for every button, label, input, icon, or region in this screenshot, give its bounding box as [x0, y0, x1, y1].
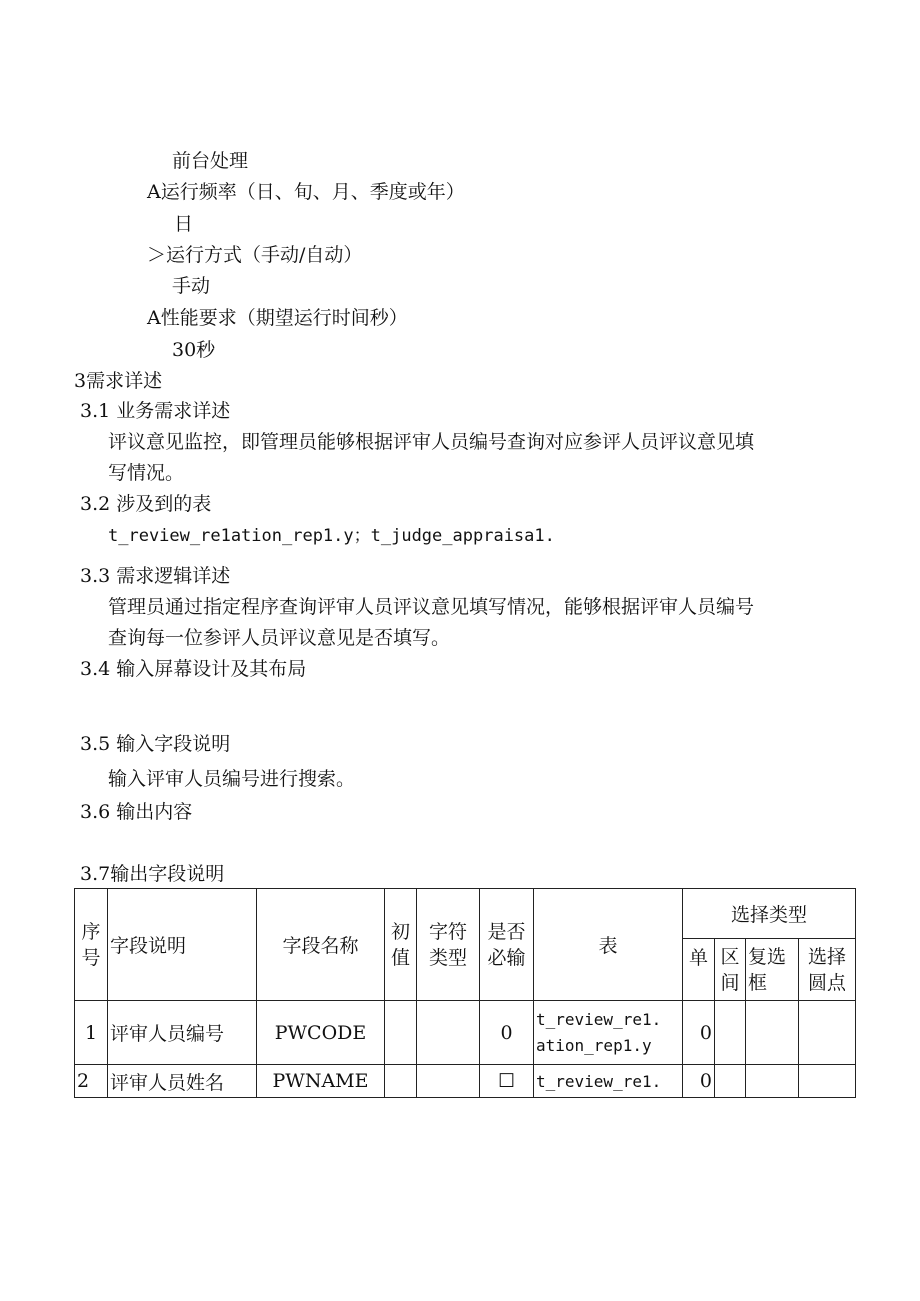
row-table: t_review_re1. ation_rep1.y: [534, 1001, 683, 1065]
section-3-title: 3需求详述: [74, 370, 163, 392]
row-radio: [799, 1001, 856, 1065]
mode-label: ＞运行方式（手动/自动）: [147, 244, 363, 266]
header-table: 表: [534, 889, 683, 1001]
row-char-type: [417, 1001, 480, 1065]
row-char-type: [417, 1065, 480, 1098]
section-3-1-title: 3.1 业务需求详述: [80, 400, 231, 422]
header-char-type: 字符 类型: [417, 889, 480, 1001]
row-required: 0: [480, 1001, 534, 1065]
section-3-2-text: t_review_re1ation_rep1.y；t_judge_appraisa1.: [108, 526, 555, 546]
row-initial: [385, 1001, 417, 1065]
frequency-value: 日: [174, 213, 194, 235]
section-3-1-line2: 写情况。: [108, 462, 185, 484]
section-3-2-title: 3.2 涉及到的表: [80, 493, 212, 515]
performance-value: 30秒: [172, 339, 216, 361]
section-3-3-line2: 查询每一位参评人员评议意见是否填写。: [108, 627, 451, 649]
output-fields-table: [74, 888, 856, 1098]
row-seq: 2: [75, 1065, 108, 1098]
row-table: t_review_re1.: [534, 1065, 683, 1098]
header-initial: 初 值: [385, 889, 417, 1001]
header-required: 是否 必输: [480, 889, 534, 1001]
header-radio: 选择 圆点: [799, 939, 856, 1001]
row-single: 0: [683, 1065, 715, 1098]
row-name: PWNAME: [257, 1065, 385, 1098]
row-seq: 1: [75, 1001, 108, 1065]
table-header-row: [75, 889, 856, 939]
header-checkbox: 复选 框: [746, 939, 799, 1001]
front-processing-text: 前台处理: [172, 150, 249, 172]
section-3-6-title: 3.6 输出内容: [80, 801, 193, 823]
performance-label: A性能要求（期望运行时间秒）: [147, 307, 408, 329]
section-3-5-text: 输入评审人员编号进行搜索。: [108, 768, 356, 790]
row-single: 0: [683, 1001, 715, 1065]
section-3-3-title: 3.3 需求逻辑详述: [80, 565, 231, 587]
section-3-3-line1: 管理员通过指定程序查询评审人员评议意见填写情况，能够根据评审人员编号: [108, 596, 755, 618]
row-checkbox: [746, 1001, 799, 1065]
header-select-type: 选择类型: [683, 889, 856, 939]
row-range: [715, 1065, 746, 1098]
row-initial: [385, 1065, 417, 1098]
frequency-label: A运行频率（日、旬、月、季度或年）: [147, 181, 465, 203]
row-radio: [799, 1065, 856, 1098]
row-desc: 评审人员姓名: [108, 1065, 257, 1098]
row-desc: 评审人员编号: [108, 1001, 257, 1065]
header-single: 单: [683, 939, 715, 1001]
section-3-7-title: 3.7输出字段说明: [80, 863, 225, 885]
header-desc: 字段说明: [108, 889, 257, 1001]
row-name: PWCODE: [257, 1001, 385, 1065]
section-3-4-title: 3.4 输入屏幕设计及其布局: [80, 658, 307, 680]
section-3-5-title: 3.5 输入字段说明: [80, 733, 231, 755]
header-range: 区 间: [715, 939, 746, 1001]
section-3-1-line1: 评议意见监控，即管理员能够根据评审人员编号查询对应参评人员评议意见填: [108, 431, 755, 453]
header-seq: 序 号: [75, 889, 108, 1001]
row-required: ☐: [480, 1065, 534, 1098]
row-checkbox: [746, 1065, 799, 1098]
table-row: [75, 1001, 856, 1065]
mode-value: 手动: [172, 275, 211, 297]
header-name: 字段名称: [257, 889, 385, 1001]
table-row: [75, 1065, 856, 1098]
row-range: [715, 1001, 746, 1065]
